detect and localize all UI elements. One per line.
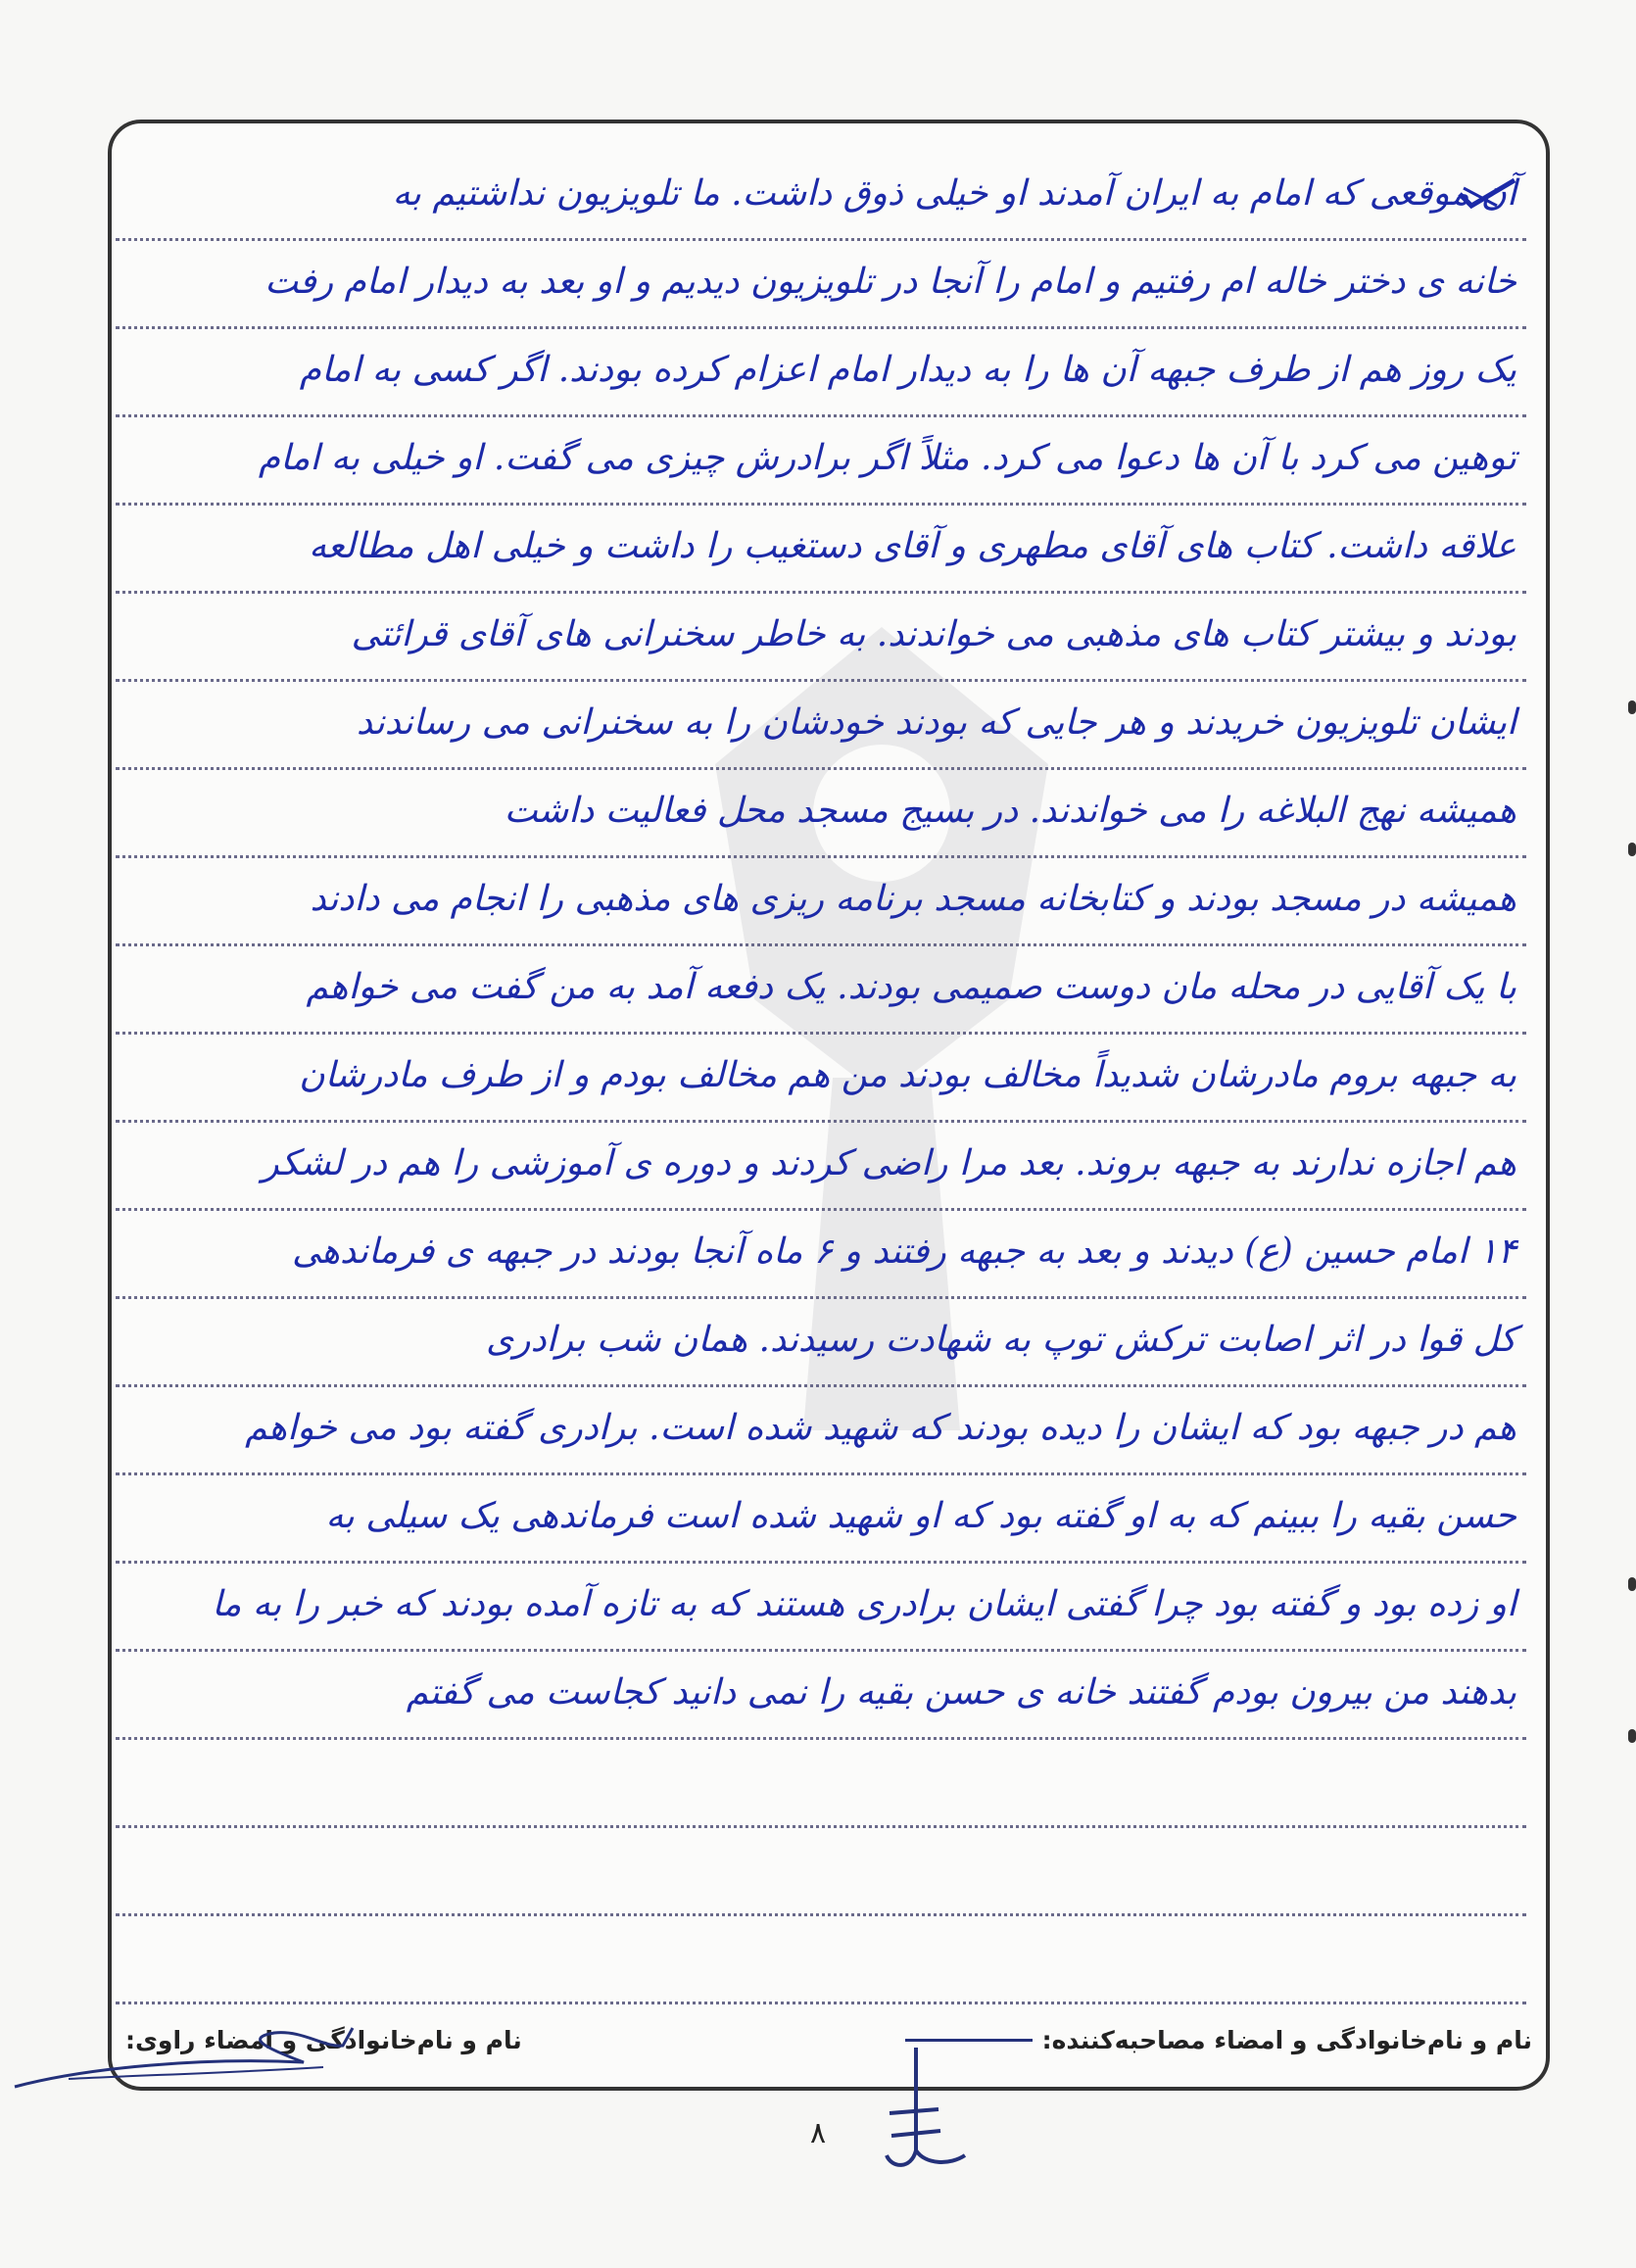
handwritten-line: هم در جبهه بود که ایشان را دیده بودند که شهید شده است. برادری گفته بود می خواهم (116, 1389, 1526, 1475)
handwritten-line: به جبهه بروم مادرشان شدیداً مخالف بودند من هم مخالف بودم و از طرف مادرشان (116, 1037, 1526, 1123)
handwritten-line: بدهند من بیرون بودم گفتند خانه ی حسن بقیه را نمی دانید کجاست می گفتم (116, 1654, 1526, 1740)
edge-mark (1628, 1729, 1636, 1743)
handwritten-line: او زده بود و گفته بود چرا گفتی ایشان برادری هستند که به تازه آمده بودند که خبر را به ما (116, 1566, 1526, 1652)
handwritten-line (116, 155, 1526, 241)
handwritten-line (116, 1742, 1526, 1828)
handwritten-line: ایشان تلویزیون خریدند و هر جایی که بودند خودشان را به سخنرانی می رساندند (116, 684, 1526, 770)
handwritten-line: حسن بقیه را ببینم که به او گفته بود که او شهید شده است فرماندهی یک سیلی به (116, 1477, 1526, 1564)
handwritten-line (116, 1918, 1526, 2004)
edge-mark (1628, 700, 1636, 714)
handwritten-line: یک روز هم از طرف جبهه آن ها را به دیدار امام اعزام کرده بودند. اگر کسی به امام (116, 331, 1526, 417)
page-number: ۸ (809, 2116, 827, 2150)
handwritten-line: کل قوا در اثر اصابت ترکش توپ به شهادت رسیدند. همان شب برادری (116, 1301, 1526, 1387)
handwritten-line: هم اجازه ندارند به جبهه بروند. بعد مرا راضی کردند و دوره ی آموزشی را هم در لشکر (116, 1125, 1526, 1211)
interviewer-signature (862, 2043, 980, 2180)
narrator-signature (10, 2018, 362, 2097)
handwritten-line: همیشه در مسجد بودند و کتابخانه مسجد برنامه ریزی های مذهبی را انجام می دادند (116, 860, 1526, 946)
interviewer-signature-field (905, 2026, 1532, 2054)
handwritten-line: بودند و بیشتر کتاب های مذهبی می خواندند. به خاطر سخنرانی های آقای قرائتی (116, 596, 1526, 682)
handwritten-line: با یک آقایی در محله مان دوست صمیمی بودند. یک دفعه آمد به من گفت می خواهم (116, 948, 1526, 1035)
handwritten-line: ۱۴ امام حسین (ع) دیدند و بعد به جبهه رفتند و ۶ ماه آنجا بودند در جبهه ی فرماندهی (116, 1213, 1526, 1299)
check-mark-icon (1458, 176, 1516, 210)
narrator-label: نام و نام‌خانوادگی و امضاء راوی: (125, 2025, 522, 2054)
edge-mark (1628, 843, 1636, 856)
handwritten-line: علاقه داشت. کتاب های آقای مطهری و آقای دستغیب را داشت و خیلی اهل مطالعه (116, 507, 1526, 594)
handwritten-line: همیشه نهج البلاغه را می خواندند. در بسیج مسجد محل فعالیت داشت (116, 772, 1526, 858)
handwritten-line (116, 1830, 1526, 1916)
interviewer-label: نام و نام‌خانوادگی و امضاء مصاحبه‌کننده: (1041, 2025, 1532, 2054)
handwritten-line: خانه ی دختر خاله ام رفتیم و امام را آنجا در تلویزیون دیدیم و او بعد به دیدار امام رفت (116, 243, 1526, 329)
line-text: آن موقعی که امام به ایران آمدند او خیلی ذوق داشت. ما تلویزیون نداشتیم به (392, 173, 1516, 214)
handwritten-line: توهین می کرد با آن ها دعوا می کرد. مثلاً اگر برادرش چیزی می گفت. او خیلی به امام (116, 419, 1526, 506)
edge-mark (1628, 1577, 1636, 1591)
interviewer-signature-line (905, 2039, 1033, 2042)
